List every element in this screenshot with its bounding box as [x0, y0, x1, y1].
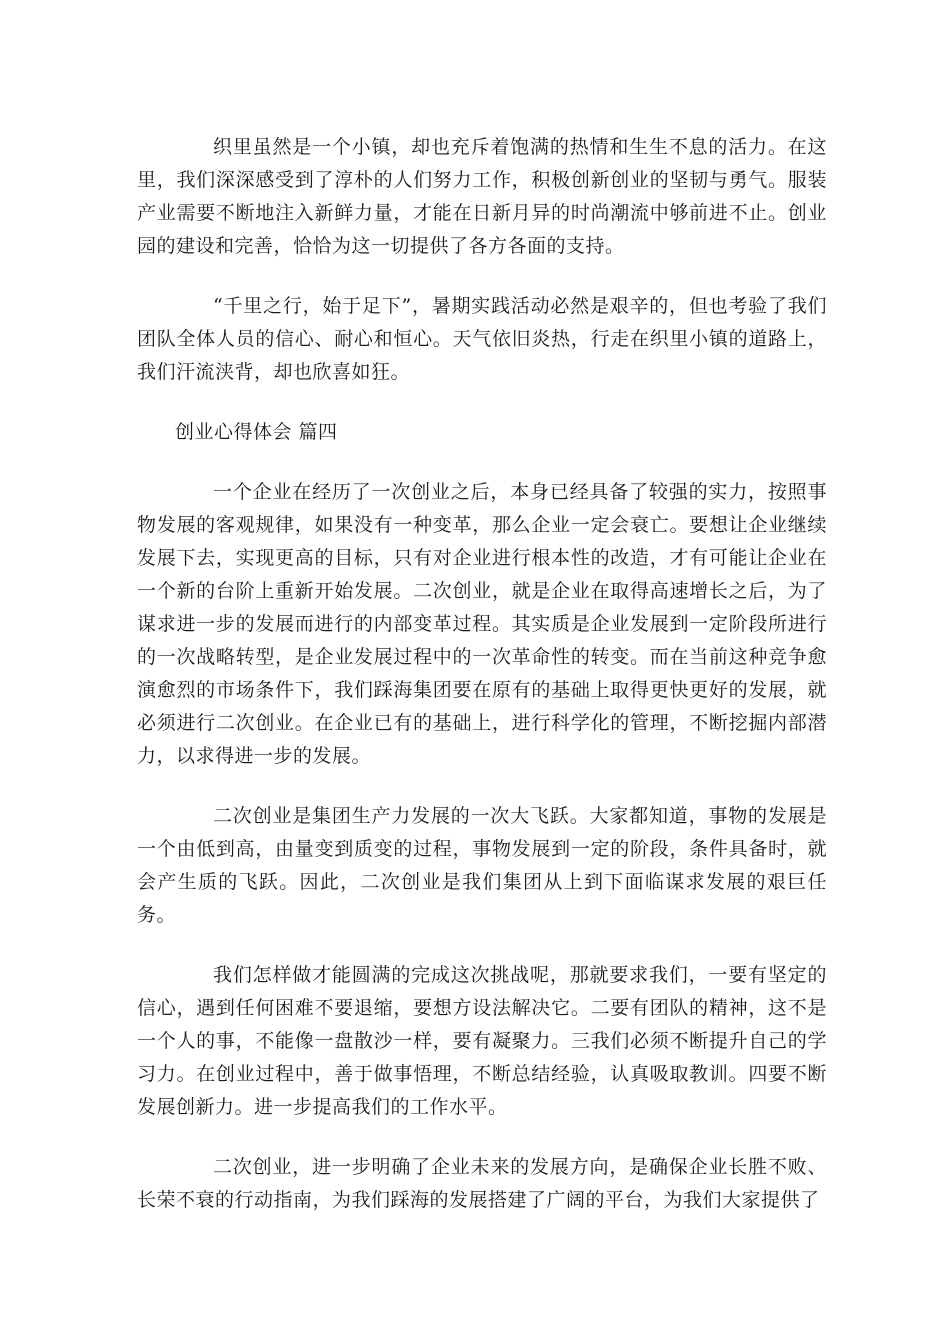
section-heading: 创业心得体会 篇四 — [175, 421, 338, 443]
paragraph-qianli: “千里之行，始于足下”，暑期实践活动必然是艰辛的，但也考验了我们团队全体人员的信心、耐心和恒心。天气依旧炎热，行走在织里小镇的道路上，我们汗流浃背，却也欣喜如狂。 — [137, 295, 827, 383]
document-body — [137, 131, 827, 1244]
paragraph-how-to-succeed: 我们怎样做才能圆满的完成这次挑战呢，那就要求我们，一要有坚定的信心，遇到任何困难不要退缩，要想方设法解决它。二要有团队的精神，这不是一个人的事，不能像一盘散沙一样，要有凝聚力。三我们必须不断提升自己的学习力。在创业过程中，善于做事悟理，不断总结经验，认真吸取教训。四要不断发展创新力。进一步提高我们的工作水平。 — [137, 964, 827, 1118]
paragraph-second-venture-direction: 二次创业，进一步明确了企业未来的发展方向，是确保企业长胜不败、长荣不衰的行动指南，为我们踩海的发展搭建了广阔的平台，为我们大家提供了 — [137, 1156, 827, 1211]
paragraph-zhili: 织里虽然是一个小镇，却也充斥着饱满的热情和生生不息的活力。在这里，我们深深感受到了淳朴的人们努力工作，积极创新创业的坚韧与勇气。服装产业需要不断地注入新鲜力量，才能在日新月异的时尚潮流中够前进不止。创业园的建设和完善，恰恰为这一切提供了各方各面的支持。 — [137, 136, 827, 257]
paragraph-enterprise-reform: 一个企业在经历了一次创业之后，本身已经具备了较强的实力，按照事物发展的客观规律，如果没有一种变革，那么企业一定会衰亡。要想让企业继续发展下去，实现更高的目标，只有对企业进行根本性的改造，才有可能让企业在一个新的台阶上重新开始发展。二次创业，就是企业在取得高速增长之后，为了谋求进一步的发展而进行的内部变革过程。其实质是企业发展到一定阶段所进行的一次战略转型，是企业发展过程中的一次革命性的转变。而在当前这种竞争愈演愈烈的市场条件下，我们踩海集团要在原有的基础上取得更快更好的发展，就必须进行二次创业。在企业已有的基础上，进行科学化的管理，不断挖掘内部潜力，以求得进一步的发展。 — [137, 481, 827, 767]
paragraph-productivity-leap: 二次创业是集团生产力发展的一次大飞跃。大家都知道，事物的发展是一个由低到高，由量变到质变的过程，事物发展到一定的阶段，条件具备时，就会产生质的飞跃。因此，二次创业是我们集团从上到下面临谋求发展的艰巨任务。 — [137, 805, 827, 926]
